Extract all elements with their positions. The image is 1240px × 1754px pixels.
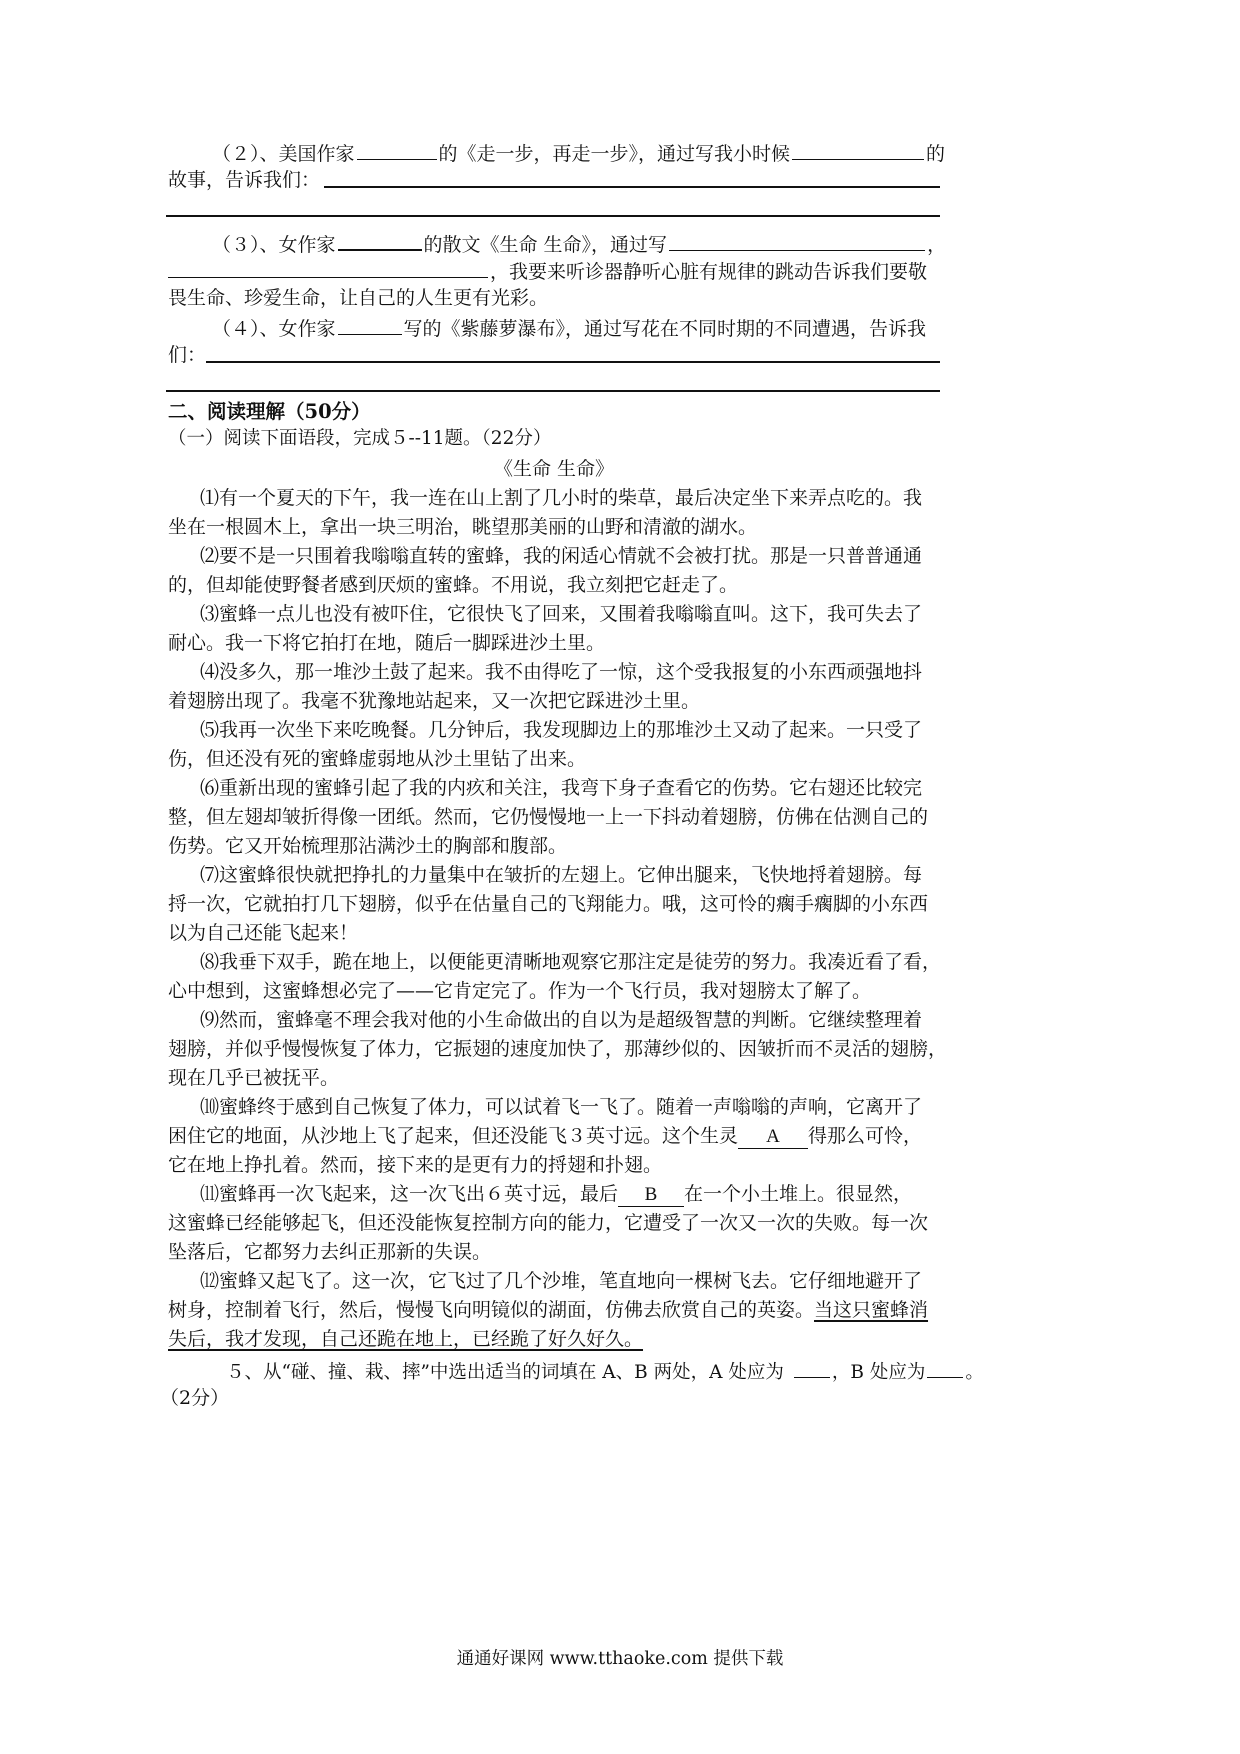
answer-blank[interactable]: [338, 314, 402, 335]
paragraph-line: 捋一次，它就拍打几下翅膀，似乎在估量自己的飞翔能力。哦，这可怜的瘸手瘸脚的小东西: [168, 893, 929, 915]
paragraph-line: ⑼然而，蜜蜂毫不理会我对他的小生命做出的自以为是超级智慧的判断。它继续整理着: [200, 1009, 923, 1031]
answer-blank-b[interactable]: B: [618, 1184, 684, 1207]
underlined-sentence: 失后，我才发现，自己还跪在地上，已经跪了好久好久。: [168, 1328, 644, 1350]
paragraph-line: 翅膀，并似乎慢慢恢复了体力，它振翅的速度加快了，那薄纱似的、因皱折而不灵活的翅膀，: [168, 1038, 948, 1060]
paragraph-line: ⑺这蜜蜂很快就把挣扎的力量集中在皱折的左翅上。它伸出腿来，飞快地捋着翅膀。每: [200, 864, 923, 886]
question-4-prefix: （４）、女作家: [212, 318, 336, 340]
question-4-line2: [168, 343, 206, 367]
question-5-line1: [226, 1357, 984, 1385]
underlined-sentence: 当这只蜜蜂消: [814, 1299, 929, 1321]
answer-blank[interactable]: [927, 1357, 963, 1378]
paragraph-text: 得那么可怜，: [808, 1125, 923, 1147]
paragraph-line: [168, 1298, 928, 1322]
question-2-prefix: （２）、美国作家: [212, 143, 355, 165]
paragraph-line: ⑵要不是一只围着我嗡嗡直转的蜜蜂，我的闲适心情就不会被打扰。那是一只普普通通: [200, 545, 923, 567]
paragraph-line: 它在地上挣扎着。然而，接下来的是更有力的捋翅和扑翅。: [168, 1154, 663, 1176]
section-heading: 二、阅读理解（50分）: [168, 400, 371, 423]
paragraph-line: [168, 1327, 643, 1351]
paragraph-line: 耐心。我一下将它拍打在地，随后一脚踩进沙土里。: [168, 632, 606, 654]
answer-blank[interactable]: [792, 139, 924, 160]
answer-blank[interactable]: [794, 1357, 830, 1378]
paragraph-line: 这蜜蜂已经能够起飞，但还没能恢复控制方向的能力，它遭受了一次又一次的失败。每一次: [168, 1212, 929, 1234]
question-2-prompt: 故事，告诉我们：: [168, 169, 321, 191]
paragraph-line: 坠落后，它都努力去纠正那新的失误。: [168, 1241, 492, 1263]
question-3-suffix: ，: [927, 234, 947, 256]
paragraph-line: 伤，但还没有死的蜜蜂虚弱地从沙土里钻了出来。: [168, 748, 587, 770]
question-5-text: ５、从“碰、撞、栽、摔”中选出适当的词填在 A、B 两处，A 处应为: [226, 1362, 784, 1383]
answer-blank[interactable]: [357, 139, 437, 160]
question-5-text-3: 。: [965, 1362, 984, 1383]
paragraph-line: 以为自己还能飞起来！: [168, 922, 359, 944]
paragraph-text: 树身，控制着飞行，然后，慢慢飞向明镜似的湖面，仿佛去欣赏自己的英姿。: [168, 1299, 815, 1321]
paragraph-line: ⑸我再一次坐下来吃晚餐。几分钟后，我发现脚边上的那堆沙土又动了起来。一只受了: [200, 719, 923, 741]
paragraph-line: ⑹重新出现的蜜蜂引起了我的内疚和关注，我弯下身子查看它的伤势。它右翅还比较完: [200, 777, 923, 799]
passage-title: 《生命 生命》: [493, 458, 615, 480]
question-2-line2: [168, 168, 320, 192]
paragraph-line: 坐在一根圆木上，拿出一块三明治，眺望那美丽的山野和清澈的湖水。: [168, 516, 758, 538]
paragraph-text: ⑾蜜蜂再一次飞起来，这一次飞出６英寸远，最后: [200, 1183, 619, 1205]
question-3-prefix: （３）、女作家: [212, 234, 336, 256]
paragraph-line: [200, 1182, 912, 1207]
question-3-line1: [212, 229, 946, 257]
answer-line[interactable]: [166, 215, 940, 217]
paragraph-line: ⑿蜜蜂又起飞了。这一次，它飞过了几个沙堆，笔直地向一棵树飞去。它仔细地避开了: [200, 1270, 923, 1292]
answer-blank[interactable]: [168, 257, 488, 278]
paragraph-line: 伤势。它又开始梳理那沾满沙土的胸部和腹部。: [168, 835, 568, 857]
question-3-text-3: 畏生命、珍爱生命，让自己的人生更有光彩。: [168, 287, 549, 309]
paragraph-line: ⑶蜜蜂一点儿也没有被吓住，它很快飞了回来，又围着我嗡嗡直叫。这下，我可失去了: [200, 603, 923, 625]
paragraph-line: ⑷没多久，那一堆沙土鼓了起来。我不由得吃了一惊，这个受我报复的小东西顽强地抖: [200, 661, 923, 683]
paragraph-line: ⑴有一个夏天的下午，我一连在山上割了几小时的柴草，最后决定坐下来弄点吃的。我: [200, 487, 923, 509]
paragraph-line: 心中想到，这蜜蜂想必完了——它肯定完了。作为一个飞行员，我对翅膀太了解了。: [168, 980, 872, 1002]
question-5-score: （2分）: [160, 1387, 230, 1409]
question-4-line1: [212, 314, 926, 341]
paragraph-line: [168, 1124, 922, 1149]
paragraph-line: 的，但却能使野餐者感到厌烦的蜜蜂。不用说，我立刻把它赶走了。: [168, 574, 739, 596]
answer-blank-a[interactable]: A: [738, 1126, 808, 1149]
paragraph-text: 在一个小土堆上。很显然，: [684, 1183, 913, 1205]
question-3-line3: [168, 286, 548, 310]
paragraph-line: 着翅膀出现了。我毫不犹豫地站起来，又一次把它踩进沙土里。: [168, 690, 701, 712]
question-2-suffix: 的: [926, 143, 946, 165]
question-4-text: 写的《紫藤萝瀑布》，通过写花在不同时期的不同遭遇，告诉我: [403, 318, 927, 340]
paragraph-line: ⑽蜜蜂终于感到自己恢复了体力，可以试着飞一飞了。随着一声嗡嗡的声响，它离开了: [200, 1096, 923, 1118]
answer-blank[interactable]: [669, 230, 925, 251]
question-2-text: 的《走一步，再走一步》，通过写我小时候: [438, 143, 791, 165]
answer-line[interactable]: [206, 361, 940, 363]
answer-blank[interactable]: [338, 229, 422, 251]
paragraph-line: 现在几乎已被抚平。: [168, 1067, 340, 1089]
question-5-text-2: ，B 处应为: [831, 1362, 926, 1383]
question-3-text: 的散文《生命 生命》，通过写: [423, 234, 668, 256]
question-2-line1: [212, 139, 945, 166]
question-3-text-2: ，我要来听诊器静听心脏有规律的跳动告诉我们要敬: [490, 261, 928, 283]
question-4-prompt: 们：: [168, 344, 207, 366]
page-footer: 通通好课网 www.tthaoke.com 提供下载: [456, 1648, 784, 1669]
answer-line[interactable]: [166, 390, 940, 392]
question-3-line2: [168, 257, 927, 284]
paragraph-text: 困住它的地面，从沙地上飞了起来，但还没能飞３英寸远。这个生灵: [168, 1125, 739, 1147]
paragraph-line: ⑻我垂下双手，跪在地上，以便能更清晰地观察它那注定是徒劳的努力。我凑近看了看，: [200, 951, 942, 973]
answer-line[interactable]: [324, 186, 940, 188]
paragraph-line: 整，但左翅却皱折得像一团纸。然而，它仍慢慢地一上一下抖动着翅膀，仿佛在估测自己的: [168, 806, 929, 828]
section-subheading: （一）阅读下面语段，完成５--11题。（22分）: [168, 428, 552, 449]
